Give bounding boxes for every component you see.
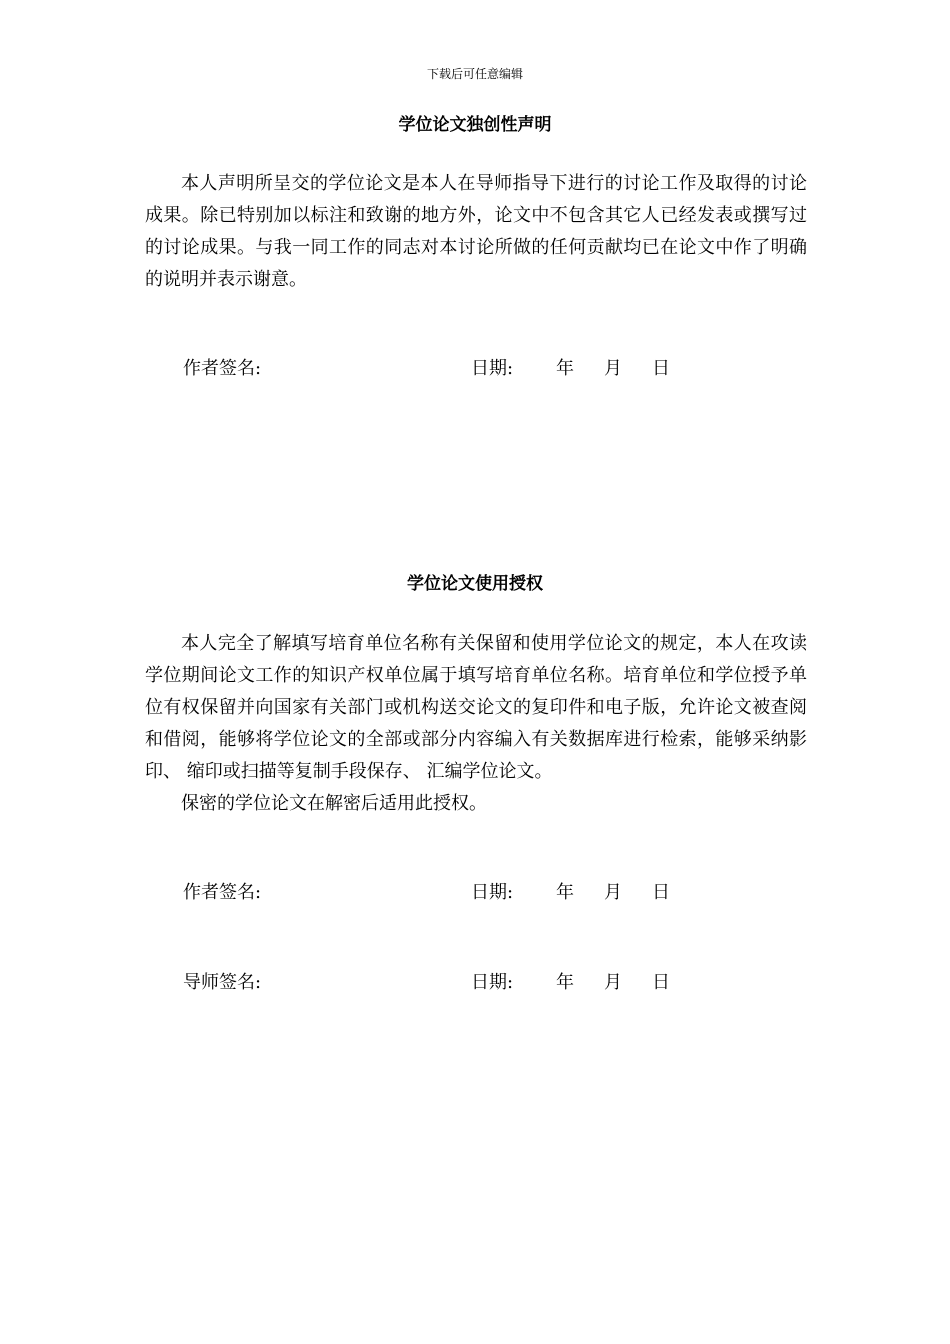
declaration-signature-row (183, 356, 783, 382)
day-label: 日 (652, 882, 670, 903)
declaration-body: 本人声明所呈交的学位论文是本人在导师指导下进行的讨论工作及取得的讨论成果。除已特别加以标注和致谢的地方外，论文中不包含其它人已经发表或撰写过的讨论成果。与我一同工作的同志对本讨论所做的任何贡献均已在论文中作了明确的说明并表示谢意。 (145, 173, 807, 290)
date-label: 日期: (471, 882, 514, 903)
authorization-advisor-signature-row (183, 970, 783, 996)
year-label: 年 (556, 882, 574, 903)
authorization-title: 学位论文使用授权 (407, 574, 543, 594)
declaration-title: 学位论文独创性声明 (398, 115, 552, 135)
month-label: 月 (604, 972, 622, 993)
month-label: 月 (604, 358, 622, 379)
author-signature-label: 作者签名: (183, 882, 262, 903)
authorization-author-signature-row (183, 880, 783, 906)
header-note: 下载后可任意编辑 (426, 67, 523, 81)
day-label: 日 (652, 972, 670, 993)
date-label: 日期: (471, 972, 514, 993)
authorization-body: 本人完全了解填写培育单位名称有关保留和使用学位论文的规定，本人在攻读学位期间论文工作的知识产权单位属于填写培育单位名称。培育单位和学位授予单位有权保留并向国家有关部门或机构送交论文的复印件和电子版，允许论文被查阅和借阅，能够将学位论文的全部或部分内容编入有关数据库进行检索，能够采纳影印、 缩印或扫描等复制手段保存、 汇编学位论文。 (145, 633, 807, 782)
advisor-signature-label: 导师签名: (183, 972, 262, 993)
author-signature-label: 作者签名: (183, 358, 262, 379)
year-label: 年 (556, 358, 574, 379)
year-label: 年 (556, 972, 574, 993)
secret-note: 保密的学位论文在解密后适用此授权。 (181, 793, 487, 814)
date-label: 日期: (471, 358, 514, 379)
month-label: 月 (604, 882, 622, 903)
day-label: 日 (652, 358, 670, 379)
